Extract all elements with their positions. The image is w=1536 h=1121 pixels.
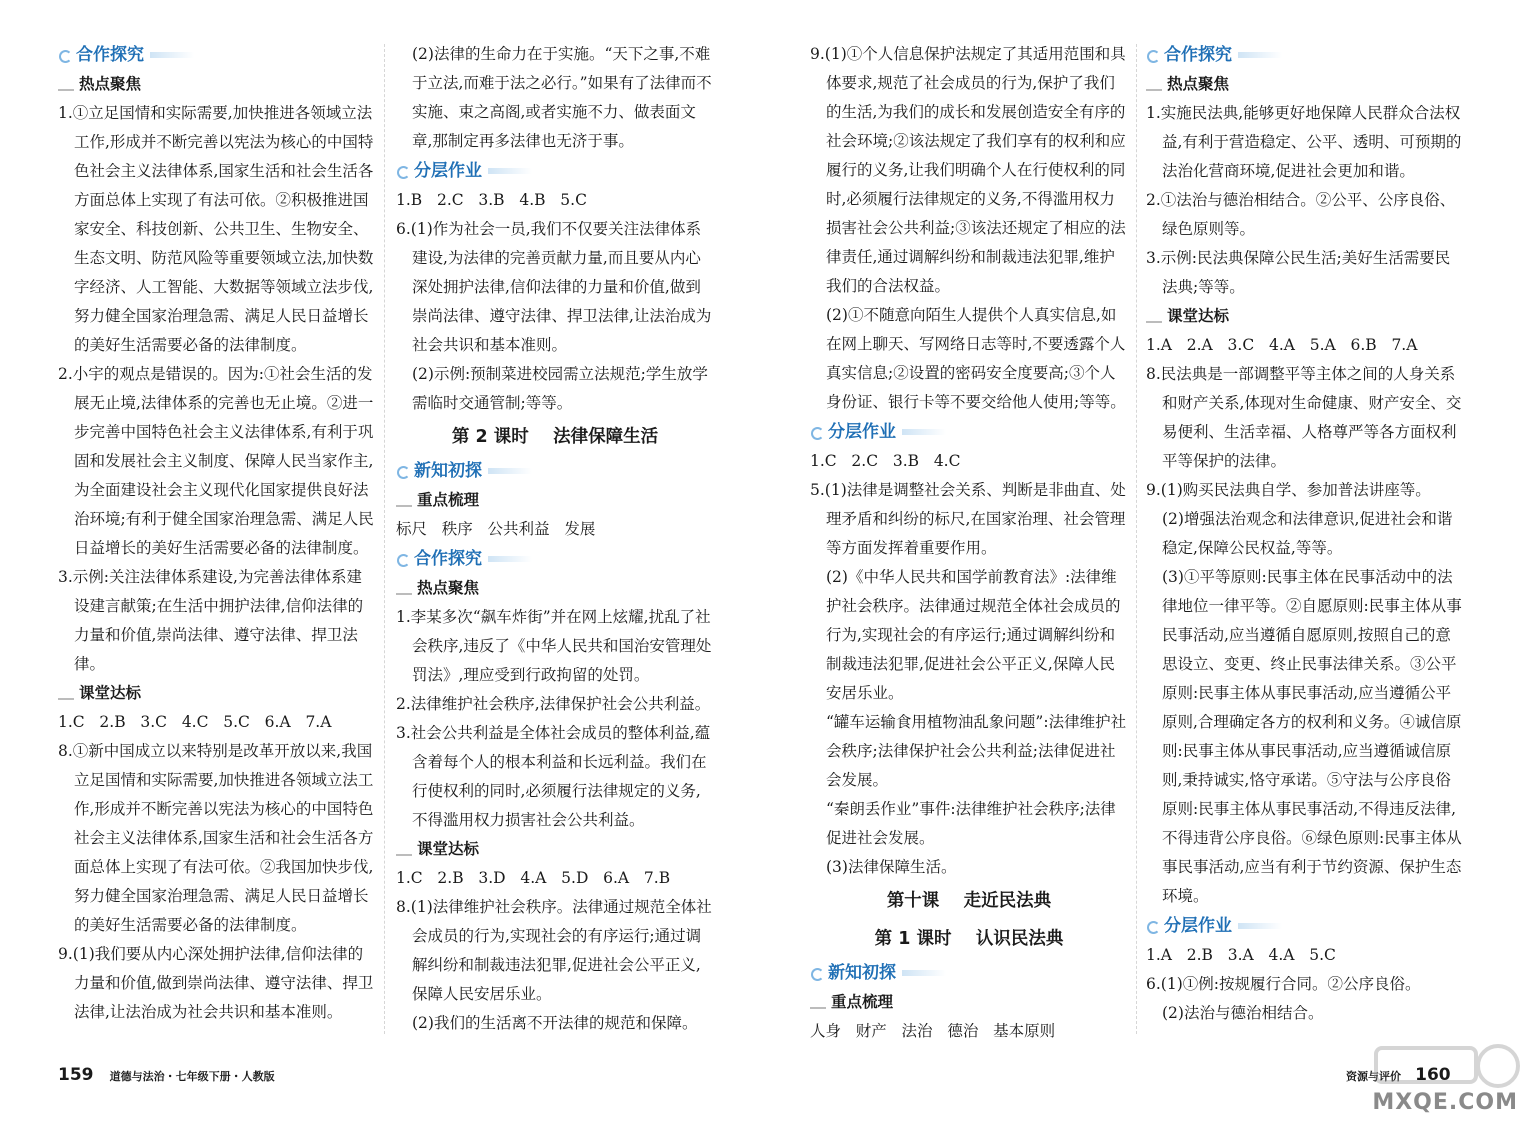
subheading-icon <box>396 495 412 507</box>
answer-paragraph: 9.(1)购买民法典自学、参加普法讲座等。 <box>1146 481 1431 499</box>
lesson-title: 第 2 课时 法律保障生活 <box>451 427 659 447</box>
section-heading-homework: 分层作业 <box>810 417 1128 447</box>
section-tag-icon <box>396 164 410 178</box>
answer-paragraph: 2.法律维护社会秩序,法律保护社会公共利益。 <box>396 695 711 713</box>
subheading-hotspot: 热点聚焦 <box>1146 70 1464 99</box>
subheading-classroom: 课堂达标 <box>396 835 714 864</box>
answer-paragraph: 8.(1)法律维护社会秩序。法律通过规范全体社会成员的行为,实现社会的有序运行;通过调解纠纷和制裁违法犯罪,促进社会公平正义,保障人民安居乐业。 <box>396 898 712 1003</box>
choice-answers: 1.A 2.A 3.C 4.A 5.A 6.B 7.A <box>1146 336 1418 354</box>
subheading-key-points: 重点梳理 <box>396 486 714 515</box>
answer-paragraph: “罐车运输食用植物油乱象问题”:法律维护社会秩序;法律保护社会公共利益;法律促进社会发展。 <box>826 713 1127 789</box>
subheading-icon <box>58 688 74 700</box>
answer-paragraph: (2)法律的生命力在于实施。“天下之事,不难于立法,而难于法之必行。”如果有了法律而不实施、束之高阁,或者实施不力、做表面文章,那制定再多法律也无济于事。 <box>412 45 712 150</box>
answer-paragraph: 5.(1)法律是调整社会关系、判断是非曲直、处理矛盾和纠纷的标尺,在国家治理、社会管理等方面发挥着重要作用。 <box>810 481 1126 557</box>
section-heading-cooperation: 合作探究 <box>396 544 714 574</box>
section-tag-icon <box>396 552 410 566</box>
answer-paragraph: 1.李某多次“飙车炸街”并在网上炫耀,扰乱了社会秩序,违反了《中华人民共和国治安管理处罚法》,理应受到行政拘留的处罚。 <box>396 608 712 684</box>
book-title: 道德与法治・七年级下册・人教版 <box>109 1070 275 1083</box>
key-terms: 标尺 秩序 公共利益 发展 <box>396 520 596 538</box>
watermark-text: MXQE.COM <box>1372 1090 1518 1115</box>
choice-answers: 1.A 2.B 3.A 4.A 5.C <box>1146 946 1336 964</box>
answer-paragraph: 2.小宇的观点是错误的。因为:①社会生活的发展无止境,法律体系的完善也无止境。②进一步完善中国特色社会主义法律体系,有利于巩固和发展社会主义制度、保障人民当家作主,为全面建设社会主义现代化国家提供良好法治环境;有利于健全国家治理急需、满足人民日益增长的美好生活需要必备的法律制度。 <box>58 365 374 557</box>
subheading-classroom: 课堂达标 <box>58 679 376 708</box>
subheading-icon <box>1146 311 1162 323</box>
answer-paragraph: 8.民法典是一部调整平等主体之间的人身关系和财产关系,体现对生命健康、财产安全、交易便利、生活幸福、人格尊严等各方面权利平等保护的法律。 <box>1146 365 1462 470</box>
chapter-title: 第十课 走近民法典 <box>886 891 1052 911</box>
subheading-hotspot: 热点聚焦 <box>396 574 714 603</box>
answer-paragraph: 6.(1)作为社会一员,我们不仅要关注法律体系建设,为法律的完善贡献力量,而且要从内心深处拥护法律,信仰法律的力量和价值,做到崇尚法律、遵守法律、捍卫法律,让法治成为社会共识和基本准则。 <box>396 220 712 354</box>
section-heading-new-knowledge: 新知初探 <box>396 456 714 486</box>
answer-paragraph: (2)法治与德治相结合。 <box>1162 1004 1324 1022</box>
subheading-icon <box>1146 79 1162 91</box>
subheading-key-points: 重点梳理 <box>810 988 1128 1017</box>
choice-answers: 1.C 2.B 3.C 4.C 5.C 6.A 7.A <box>58 713 332 731</box>
answer-paragraph: “秦朗丢作业”事件:法律维护社会秩序;法律促进社会发展。 <box>826 800 1116 847</box>
answer-paragraph: 8.①新中国成立以来特别是改革开放以来,我国立足国情和实际需要,加快推进各领域立法工作,形成并不断完善以宪法为核心的中国特色社会主义法律体系,国家生活和社会生活各方面总体上实现了有法可依。②我国加快步伐,努力健全国家治理急需、满足人民日益增长的美好生活需要必备的法律制度。 <box>58 742 374 934</box>
answer-paragraph: 1.①立足国情和实际需要,加快推进各领域立法工作,形成并不断完善以宪法为核心的中国特色社会主义法律体系,国家生活和社会生活各方面总体上实现了有法可依。②积极推进国家安全、科技创新、公共卫生、生物安全、生态文明、防范风险等重要领域立法,加快数字经济、人工智能、大数据等领域立法步伐,努力健全国家治理急需、满足人民日益增长的美好生活需要必备的法律制度。 <box>58 104 374 354</box>
lesson-title: 第 1 课时 认识民法典 <box>874 929 1064 949</box>
section-tag-icon <box>1146 48 1160 62</box>
choice-answers: 1.C 2.B 3.D 4.A 5.D 6.A 7.B <box>396 869 671 887</box>
page-number: 160 <box>1415 1065 1451 1085</box>
answer-paragraph: (3)①平等原则:民事主体在民事活动中的法律地位一律平等。②自愿原则:民事主体从事民事活动,应当遵循自愿原则,按照自己的意思设立、变更、终止民事法律关系。③公平原则:民事主体从事民事活动,应当遵循公平原则,合理确定各方的权利和义务。④诚信原则:民事主体从事民事活动,应当遵循诚信原则,秉持诚实,恪守承诺。⑤守法与公序良俗原则:民事主体从事民事活动,不得违反法律,不得违背公序良俗。⑥绿色原则:民事主体从事民事活动,应当有利于节约资源、保护生态环境。 <box>1162 568 1462 905</box>
subheading-icon <box>396 844 412 856</box>
section-heading-cooperation: 合作探究 <box>58 40 376 70</box>
answer-paragraph: 9.(1)我们要从内心深处拥护法律,信仰法律的力量和价值,做到崇尚法律、遵守法律、捍卫法律,让法治成为社会共识和基本准则。 <box>58 945 374 1021</box>
book-series-title: 资源与评价 <box>1346 1070 1401 1083</box>
answer-paragraph: 3.示例:民法典保障公民生活;美好生活需要民法典;等等。 <box>1146 249 1451 296</box>
column-divider <box>1136 44 1137 1034</box>
right-column-2 <box>1146 40 1464 1028</box>
answer-paragraph: 6.(1)①例:按规履行合同。②公序良俗。 <box>1146 975 1421 993</box>
answer-paragraph: (2)①不随意向陌生人提供个人真实信息,如在网上聊天、写网络日志等时,不要透露个人真实信息;②设置的密码安全度要高;③个人身份证、银行卡等不要交给他人使用;等等。 <box>826 306 1126 411</box>
section-heading-new-knowledge: 新知初探 <box>810 958 1128 988</box>
subheading-classroom: 课堂达标 <box>1146 302 1464 331</box>
section-heading-cooperation: 合作探究 <box>1146 40 1464 70</box>
subheading-icon <box>396 583 412 595</box>
left-column-1 <box>58 40 376 1027</box>
answer-paragraph: 3.社会公共利益是全体社会成员的整体利益,蕴含着每个人的根本利益和长远利益。我们在行使权利的同时,必须履行法律规定的义务,不得滥用权力损害社会公共利益。 <box>396 724 711 829</box>
subheading-icon <box>810 997 826 1009</box>
answer-paragraph: 1.实施民法典,能够更好地保障人民群众合法权益,有利于营造稳定、公平、透明、可预期的法治化营商环境,促进社会更加和谐。 <box>1146 104 1462 180</box>
section-tag-icon <box>58 48 72 62</box>
key-terms: 人身 财产 法治 德治 基本原则 <box>810 1022 1056 1040</box>
subheading-hotspot: 热点聚焦 <box>58 70 376 99</box>
answer-paragraph: (2)《中华人民共和国学前教育法》:法律维护社会秩序。法律通过规范全体社会成员的行为,实现社会的有序运行;通过调解纠纷和制裁违法犯罪,促进社会公平正义,保障人民安居乐业。 <box>826 568 1121 702</box>
page-number: 159 <box>58 1065 94 1085</box>
left-column-2 <box>396 40 714 1038</box>
answer-paragraph: (2)示例:预制菜进校园需立法规范;学生放学需临时交通管制;等等。 <box>412 365 708 412</box>
column-divider <box>384 44 385 1034</box>
right-column-1 <box>810 40 1128 1046</box>
answer-paragraph: (2)我们的生活离不开法律的规范和保障。 <box>412 1014 698 1032</box>
section-tag-icon <box>810 966 824 980</box>
section-heading-homework: 分层作业 <box>1146 911 1464 941</box>
section-tag-icon <box>396 464 410 478</box>
section-heading-homework: 分层作业 <box>396 156 714 186</box>
answer-paragraph: (2)增强法治观念和法律意识,促进社会和谐稳定,保障公民权益,等等。 <box>1162 510 1453 557</box>
answer-paragraph: 2.①法治与德治相结合。②公平、公序良俗、绿色原则等。 <box>1146 191 1456 238</box>
choice-answers: 1.C 2.C 3.B 4.C <box>810 452 961 470</box>
section-tag-icon <box>1146 919 1160 933</box>
answer-paragraph: 3.示例:关注法律体系建设,为完善法律体系建设建言献策;在生活中拥护法律,信仰法律的力量和价值,崇尚法律、遵守法律、捍卫法律。 <box>58 568 364 673</box>
answer-paragraph: 9.(1)①个人信息保护法规定了其适用范围和具体要求,规范了社会成员的行为,保护了我们的生活,为我们的成长和发展创造安全有序的社会环境;②该法规定了我们享有的权利和应履行的义务,让我们明确个人在行使权利的同时,必须履行法律规定的义务,不得滥用权力损害社会公共利益;③该法还规定了相应的法律责任,通过调解纠纷和制裁违法犯罪,维护我们的合法权益。 <box>810 45 1126 295</box>
left-footer <box>58 1064 275 1088</box>
section-tag-icon <box>810 425 824 439</box>
right-page <box>768 0 1536 1121</box>
subheading-icon <box>58 79 74 91</box>
choice-answers: 1.B 2.C 3.B 4.B 5.C <box>396 191 587 209</box>
answer-paragraph: (3)法律保障生活。 <box>826 858 957 876</box>
